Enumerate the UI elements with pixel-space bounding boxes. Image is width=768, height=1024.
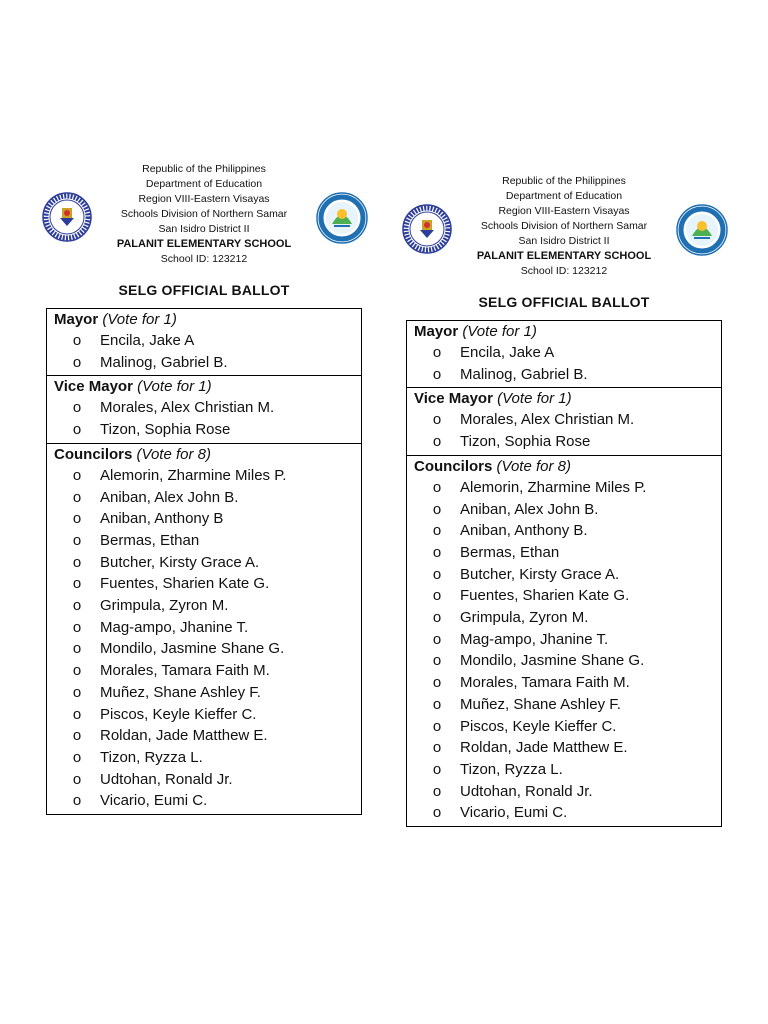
candidate-name: Muñez, Shane Ashley F. [460,695,621,713]
candidate-item[interactable] [414,607,721,629]
position-name: Councilors [54,445,133,463]
candidate-item[interactable] [414,364,721,386]
header-text [406,174,722,279]
header-line: Region VIII-Eastern Visayas [138,193,270,205]
vote-note: (Vote for 1) [137,378,212,396]
position-heading [414,322,721,342]
candidate-name: Malinog, Gabriel B. [460,365,588,383]
candidate-name: Vicario, Eumi C. [100,792,208,810]
circle-bullet-icon[interactable]: o [432,543,442,561]
circle-bullet-icon[interactable]: o [72,421,82,439]
candidate-name: Grimpula, Zyron M. [100,597,229,615]
candidate-name: Grimpula, Zyron M. [460,609,589,627]
candidate-item[interactable] [54,638,361,660]
candidate-name: Aniban, Anthony B. [460,522,588,540]
candidate-name: Encila, Jake A [460,344,555,361]
candidate-item[interactable] [54,682,361,704]
candidate-name: Tizon, Sophia Rose [100,421,231,439]
deped-seal-icon [42,192,92,242]
header-line: Department of Education [505,190,623,202]
ballot-section [47,309,361,375]
candidate-name: Roldan, Jade Matthew E. [460,739,628,757]
vote-note: (Vote for 8) [136,445,211,463]
candidate-item[interactable] [414,737,721,759]
position-heading [54,445,361,465]
candidate-item[interactable] [54,508,361,530]
candidate-name: Mag-ampo, Jhanine T. [100,618,249,636]
candidate-name: Bermas, Ethan [460,543,560,561]
header-text [46,162,362,267]
candidate-name: Vicario, Eumi C. [460,804,568,822]
circle-bullet-icon[interactable]: o [72,640,82,658]
ballot-box [46,308,362,815]
candidate-name: Mag-ampo, Jhanine T. [460,630,609,648]
candidate-item[interactable] [54,704,361,726]
circle-bullet-icon[interactable]: o [432,739,442,757]
candidate-item[interactable] [54,552,361,574]
candidate-item[interactable] [54,330,361,352]
ballot-section [47,443,361,814]
candidate-name: Fuentes, Sharien Kate G. [100,575,270,593]
circle-bullet-icon[interactable]: o [72,510,82,528]
candidate-item[interactable] [414,431,721,453]
header-line: Department of Education [145,178,263,190]
candidate-name: Piscos, Keyle Kieffer C. [100,705,257,723]
candidate-item[interactable] [414,542,721,564]
ballot-section [407,387,721,454]
candidate-item[interactable] [54,769,361,791]
candidate-name: Aniban, Alex John B. [100,488,239,506]
candidate-name: Udtohan, Ronald Jr. [460,782,593,800]
circle-bullet-icon[interactable]: o [432,717,442,735]
candidate-name: Alemorin, Zharmine Miles P. [460,478,647,496]
circle-bullet-icon[interactable]: o [72,399,82,417]
circle-bullet-icon[interactable]: o [432,674,442,692]
circle-bullet-icon[interactable]: o [72,705,82,723]
selg-seal-icon [676,204,728,256]
circle-bullet-icon[interactable]: o [72,727,82,745]
circle-bullet-icon[interactable]: o [72,531,82,549]
ballot-left [46,162,362,815]
candidate-name: Morales, Tamara Faith M. [460,674,630,692]
candidate-name: Tizon, Ryzza L. [100,748,203,766]
circle-bullet-icon[interactable]: o [432,500,442,518]
candidate-item[interactable] [414,342,721,364]
position-heading [414,389,721,409]
candidate-name: Mondilo, Jasmine Shane G. [100,640,285,658]
candidate-item[interactable] [414,585,721,607]
position-name: Mayor [414,323,459,340]
circle-bullet-icon[interactable]: o [72,618,82,636]
ballot-header [46,162,362,270]
candidate-item[interactable] [414,672,721,694]
circle-bullet-icon[interactable]: o [72,575,82,593]
selg-seal-icon [316,192,368,244]
candidate-name: Muñez, Shane Ashley F. [100,683,261,701]
candidate-name: Udtohan, Ronald Jr. [100,770,233,788]
candidate-item[interactable] [54,530,361,552]
school-name: PALANIT ELEMENTARY SCHOOL [116,238,292,250]
candidate-item[interactable] [414,759,721,781]
candidate-item[interactable] [54,487,361,509]
candidate-item[interactable] [54,617,361,639]
circle-bullet-icon[interactable]: o [432,478,442,496]
circle-bullet-icon[interactable]: o [72,332,82,349]
candidate-item[interactable] [54,352,361,374]
header-line: Republic of the Philippines [502,175,626,187]
candidate-name: Aniban, Anthony B [100,510,224,528]
ballot-box [406,320,722,827]
circle-bullet-icon[interactable]: o [432,782,442,800]
candidate-name: Roldan, Jade Matthew E. [100,727,268,745]
circle-bullet-icon[interactable]: o [432,565,442,583]
candidate-name: Morales, Tamara Faith M. [100,662,270,680]
circle-bullet-icon[interactable]: o [432,695,442,713]
candidate-item[interactable] [414,409,721,431]
header-line: Region VIII-Eastern Visayas [498,205,630,217]
circle-bullet-icon[interactable]: o [432,587,442,605]
circle-bullet-icon[interactable]: o [72,553,82,571]
candidate-item[interactable] [54,595,361,617]
candidate-item[interactable] [54,573,361,595]
candidate-item[interactable] [414,802,721,824]
position-heading [414,457,721,477]
school-id: School ID: 123212 [520,265,608,277]
candidate-item[interactable] [414,499,721,521]
school-name: PALANIT ELEMENTARY SCHOOL [476,250,652,262]
candidate-name: Aniban, Alex John B. [460,500,599,518]
candidate-name: Butcher, Kirsty Grace A. [460,565,620,583]
circle-bullet-icon[interactable]: o [432,609,442,627]
circle-bullet-icon[interactable]: o [432,804,442,822]
position-name: Mayor [54,311,99,328]
circle-bullet-icon[interactable]: o [432,344,442,361]
header-line: Schools Division of Northern Samar [120,208,288,220]
candidate-name: Malinog, Gabriel B. [100,353,228,371]
candidate-name: Tizon, Sophia Rose [460,433,591,451]
candidate-name: Piscos, Keyle Kieffer C. [460,717,617,735]
ballot-section [407,321,721,387]
candidate-item[interactable] [54,465,361,487]
deped-seal-icon [402,204,452,254]
candidate-name: Fuentes, Sharien Kate G. [460,587,630,605]
position-heading [54,310,361,330]
circle-bullet-icon[interactable]: o [72,353,82,371]
circle-bullet-icon[interactable]: o [72,466,82,484]
candidate-item[interactable] [414,694,721,716]
vote-note: (Vote for 1) [497,390,572,408]
position-name: Councilors [414,457,493,475]
circle-bullet-icon[interactable]: o [432,652,442,670]
candidate-item[interactable] [54,397,361,419]
circle-bullet-icon[interactable]: o [72,748,82,766]
circle-bullet-icon[interactable]: o [72,792,82,810]
candidate-item[interactable] [54,660,361,682]
header-line: Republic of the Philippines [142,163,266,175]
vote-note: (Vote for 1) [102,311,177,328]
candidate-name: Bermas, Ethan [100,531,200,549]
candidate-item[interactable] [54,747,361,769]
candidate-name: Encila, Jake A [100,332,195,349]
candidate-item[interactable] [414,781,721,803]
candidate-item[interactable] [54,725,361,747]
ballot-right [406,174,722,827]
ballot-section [407,455,721,826]
circle-bullet-icon[interactable]: o [72,662,82,680]
position-heading [54,377,361,397]
candidate-item[interactable] [414,520,721,542]
candidate-item[interactable] [54,790,361,812]
header-line: San Isidro District II [158,223,250,235]
circle-bullet-icon[interactable]: o [72,770,82,788]
circle-bullet-icon[interactable]: o [432,411,442,429]
vote-note: (Vote for 1) [462,323,537,340]
candidate-name: Butcher, Kirsty Grace A. [100,553,260,571]
position-name: Vice Mayor [414,390,493,408]
circle-bullet-icon[interactable]: o [432,522,442,540]
circle-bullet-icon[interactable]: o [432,760,442,778]
circle-bullet-icon[interactable]: o [72,597,82,615]
candidate-name: Tizon, Ryzza L. [460,760,563,778]
ballot-title: SELG OFFICIAL BALLOT [118,282,290,298]
circle-bullet-icon[interactable]: o [72,488,82,506]
ballot-title: SELG OFFICIAL BALLOT [478,294,650,310]
candidate-name: Morales, Alex Christian M. [460,411,635,429]
candidate-item[interactable] [414,564,721,586]
circle-bullet-icon[interactable]: o [432,365,442,383]
school-id: School ID: 123212 [160,253,248,265]
position-name: Vice Mayor [54,378,133,396]
candidate-item[interactable] [414,716,721,738]
ballot-section [47,375,361,442]
candidate-item[interactable] [414,650,721,672]
vote-note: (Vote for 8) [496,457,571,475]
circle-bullet-icon[interactable]: o [72,683,82,701]
header-line: Schools Division of Northern Samar [480,220,648,232]
header-line: San Isidro District II [518,235,610,247]
circle-bullet-icon[interactable]: o [432,630,442,648]
candidate-item[interactable] [414,477,721,499]
circle-bullet-icon[interactable]: o [432,433,442,451]
candidate-name: Alemorin, Zharmine Miles P. [100,466,287,484]
candidate-name: Mondilo, Jasmine Shane G. [460,652,645,670]
candidate-item[interactable] [414,629,721,651]
ballot-header [406,174,722,282]
candidate-name: Morales, Alex Christian M. [100,399,275,417]
candidate-item[interactable] [54,419,361,441]
